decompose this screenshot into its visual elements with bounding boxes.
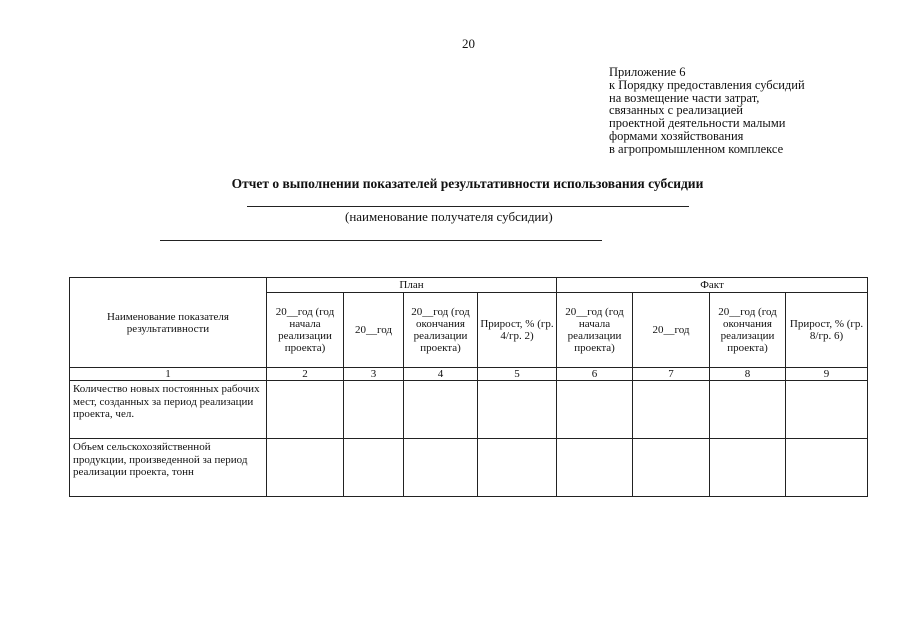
appendix-line: к Порядку предоставления субсидий [609, 77, 805, 92]
header-indicator-name: Наименование показателя результативности [70, 278, 267, 368]
appendix-line: Приложение 6 [609, 65, 686, 79]
column-number: 3 [344, 368, 404, 381]
appendix-note [609, 66, 805, 156]
column-number: 6 [557, 368, 633, 381]
appendix-line: проектной деятельности малыми [609, 116, 786, 131]
appendix-line: формами хозяйствования [609, 128, 744, 143]
header-plan-mid-year: 20__год [344, 293, 404, 368]
column-number: 8 [710, 368, 786, 381]
header-fact-growth: Прирост, % (гр. 8/гр. 6) [786, 293, 868, 368]
row-label-production: Объем сельскохозяйственной продукции, произведенной за период реализации проекта, тонн [70, 439, 267, 497]
report-title: Отчет о выполнении показателей результативности использования субсидии [231, 176, 704, 191]
table-cell [786, 439, 868, 497]
appendix-line: связанных с реализацией [609, 103, 743, 118]
table-cell [267, 439, 344, 497]
column-number: 7 [633, 368, 710, 381]
table-cell [267, 381, 344, 439]
appendix-line: на возмещение части затрат, [609, 90, 760, 105]
recipient-blank-line [247, 206, 689, 207]
table-cell [557, 439, 633, 497]
row-label-jobs: Количество новых постоянных рабочих мест, созданных за период реализации проекта, чел. [70, 381, 267, 439]
table-cell [786, 381, 868, 439]
table-cell [344, 381, 404, 439]
table-cell [478, 381, 557, 439]
header-plan-start-year: 20__год (год начала реализации проекта) [267, 293, 344, 368]
table-cell [478, 439, 557, 497]
indicators-table [69, 277, 868, 497]
column-number: 9 [786, 368, 868, 381]
table-cell [633, 381, 710, 439]
table-cell [557, 381, 633, 439]
column-number: 1 [70, 368, 267, 381]
header-fact: Факт [557, 278, 868, 293]
extra-blank-line [160, 240, 602, 241]
header-fact-start-year: 20__год (год начала реализации проекта) [557, 293, 633, 368]
table-cell [404, 439, 478, 497]
column-number: 4 [404, 368, 478, 381]
header-plan-end-year: 20__год (год окончания реализации проекта) [404, 293, 478, 368]
table-cell [404, 381, 478, 439]
page-number: 20 [462, 36, 475, 51]
column-number: 5 [478, 368, 557, 381]
header-plan: План [267, 278, 557, 293]
header-fact-end-year: 20__год (год окончания реализации проекта) [710, 293, 786, 368]
appendix-line: в агропромышленном комплексе [609, 141, 784, 156]
table-cell [633, 439, 710, 497]
header-fact-mid-year: 20__год [633, 293, 710, 368]
column-number: 2 [267, 368, 344, 381]
table-cell [344, 439, 404, 497]
table-cell [710, 439, 786, 497]
table-cell [710, 381, 786, 439]
recipient-caption: (наименование получателя субсидии) [345, 209, 553, 224]
table-row [70, 439, 868, 497]
header-plan-growth: Прирост, % (гр. 4/гр. 2) [478, 293, 557, 368]
table-row [70, 381, 868, 439]
